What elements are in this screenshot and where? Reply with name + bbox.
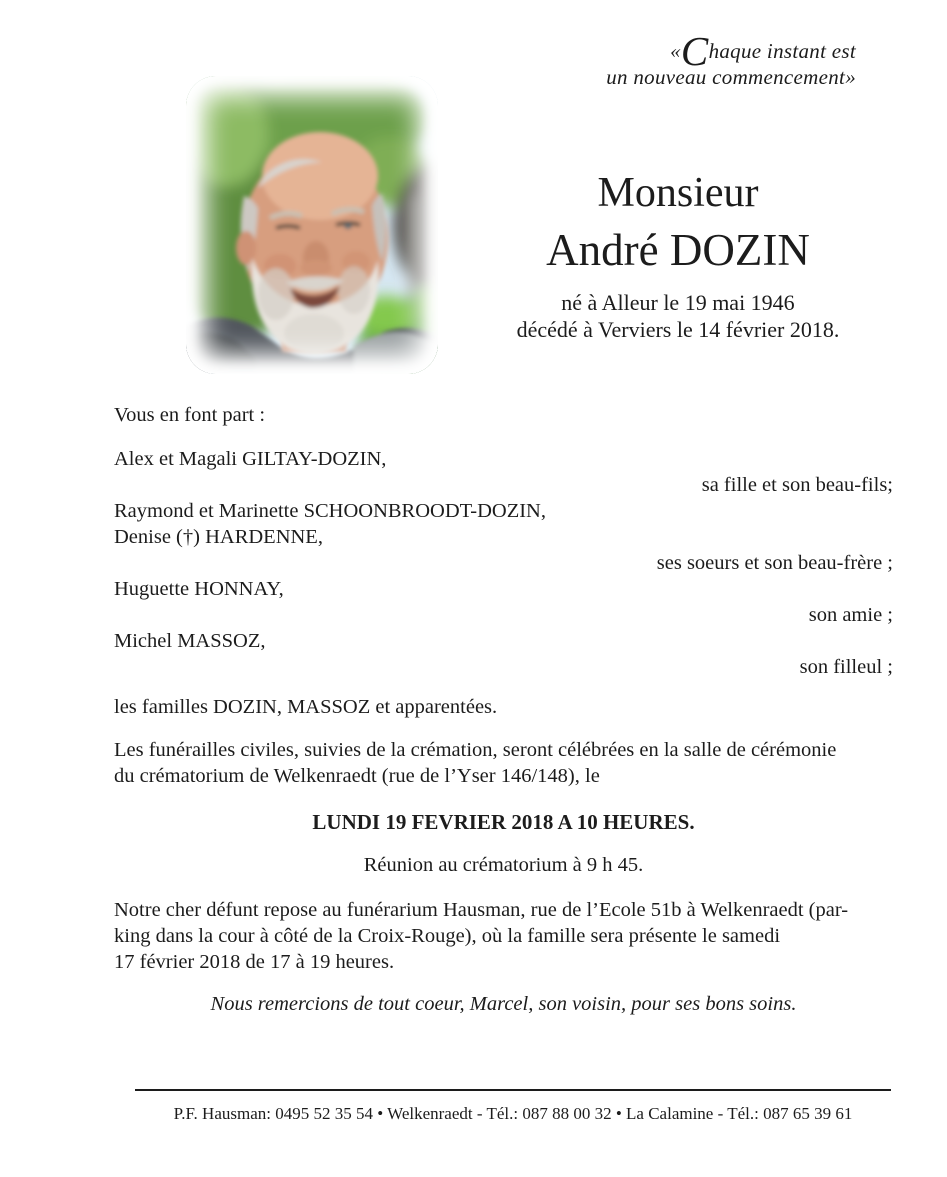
announcement-body [114, 402, 893, 1017]
thanks-line: Nous remercions de tout coeur, Marcel, son voisin, pour ses bons soins. [210, 993, 797, 1015]
family-names: Raymond et Marinette SCHOONBROODT-DOZIN, [114, 500, 546, 522]
ceremony-line-2: du crématorium de Welkenraedt (rue de l’Yser 146/148), le [114, 765, 600, 787]
funeral-home-contact: P.F. Hausman: 0495 52 35 54 • Welkenraedt - Tél.: 087 88 00 32 • La Calamine - Tél.: 087 65 39 61 [173, 1104, 853, 1123]
visitation-paragraph [114, 897, 893, 975]
family-names: Michel MASSOZ, [114, 630, 266, 652]
death-line: décédé à Verviers le 14 février 2018. [516, 317, 840, 342]
ceremony-line-1: Les funérailles civiles, suivies de la crémation, seront célébrées en la salle de cérémonie [114, 739, 837, 761]
opening-quote [606, 28, 856, 90]
quote-line-2: un nouveau commencement» [606, 65, 856, 89]
deceased-name: André DOZIN [546, 225, 810, 275]
family-names: Denise (†) HARDENNE, [114, 526, 323, 548]
footer-divider [135, 1089, 891, 1091]
visitation-line-2: king dans la cour à côté de la Croix-Rouge), où la famille sera présente le samedi [114, 925, 781, 947]
honorific: Monsieur [597, 170, 759, 216]
birth-line: né à Alleur le 19 mai 1946 [561, 290, 795, 315]
portrait-photo [186, 76, 438, 374]
ceremony-paragraph [114, 737, 893, 789]
family-names: Huguette HONNAY, [114, 578, 284, 600]
families-line: les familles DOZIN, MASSOZ et apparentées. [114, 696, 498, 718]
family-relation: son amie ; [808, 604, 893, 626]
family-relation: sa fille et son beau-fils; [701, 474, 893, 496]
quote-drop-cap: C [680, 28, 709, 74]
title-block [460, 168, 896, 343]
meeting-line: Réunion au crématorium à 9 h 45. [363, 854, 644, 876]
announcement-intro: Vous en font part : [114, 404, 266, 426]
ceremony-date-line: LUNDI 19 FEVRIER 2018 A 10 HEURES. [312, 810, 695, 834]
portrait-illustration [186, 76, 438, 374]
family-relation: son filleul ; [799, 656, 893, 678]
family-names: Alex et Magali GILTAY-DOZIN, [114, 448, 387, 470]
family-relation: ses soeurs et son beau-frère ; [656, 552, 893, 574]
visitation-line-1: Notre cher défunt repose au funérarium Hausman, rue de l’Ecole 51b à Welkenraedt (par- [114, 899, 849, 921]
visitation-line-3: 17 février 2018 de 17 à 19 heures. [114, 951, 395, 973]
quote-line-1: «Chaque instant est [670, 28, 856, 74]
